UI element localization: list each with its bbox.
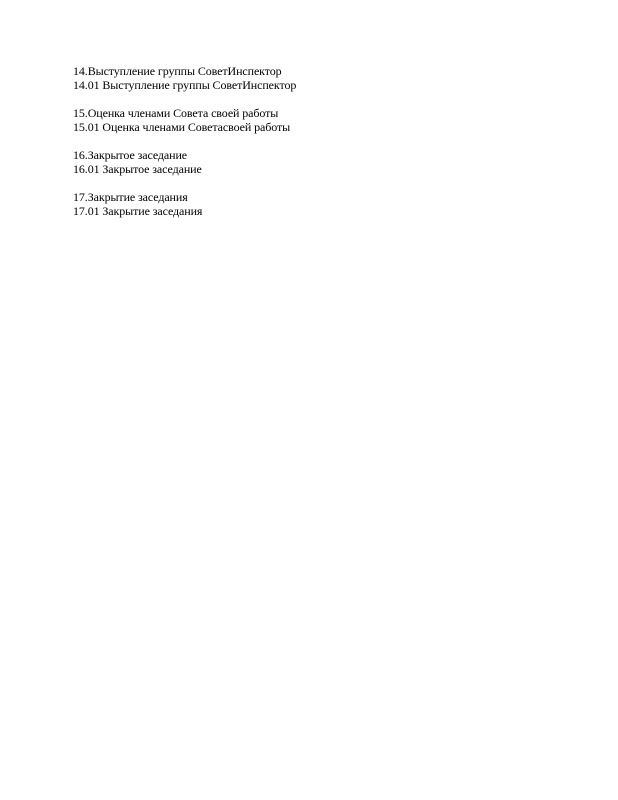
agenda-section-14	[73, 64, 573, 92]
agenda-section-15	[73, 106, 573, 134]
document-content	[73, 64, 573, 232]
section-heading: 15.Оценка членами Совета своей работы	[73, 106, 279, 120]
section-subitem: 17.01 Закрытие заседания	[73, 204, 203, 218]
section-heading: 16.Закрытое заседание	[73, 148, 187, 162]
agenda-section-16	[73, 148, 573, 176]
agenda-section-17	[73, 190, 573, 218]
section-subitem: 16.01 Закрытое заседание	[73, 162, 202, 176]
section-subitem: 14.01 Выступление группы СоветИнспектор	[73, 78, 297, 92]
section-heading: 14.Выступление группы СоветИнспектор	[73, 64, 282, 78]
section-heading: 17.Закрытие заседания	[73, 190, 188, 204]
section-subitem: 15.01 Оценка членами Советасвоей работы	[73, 120, 291, 134]
